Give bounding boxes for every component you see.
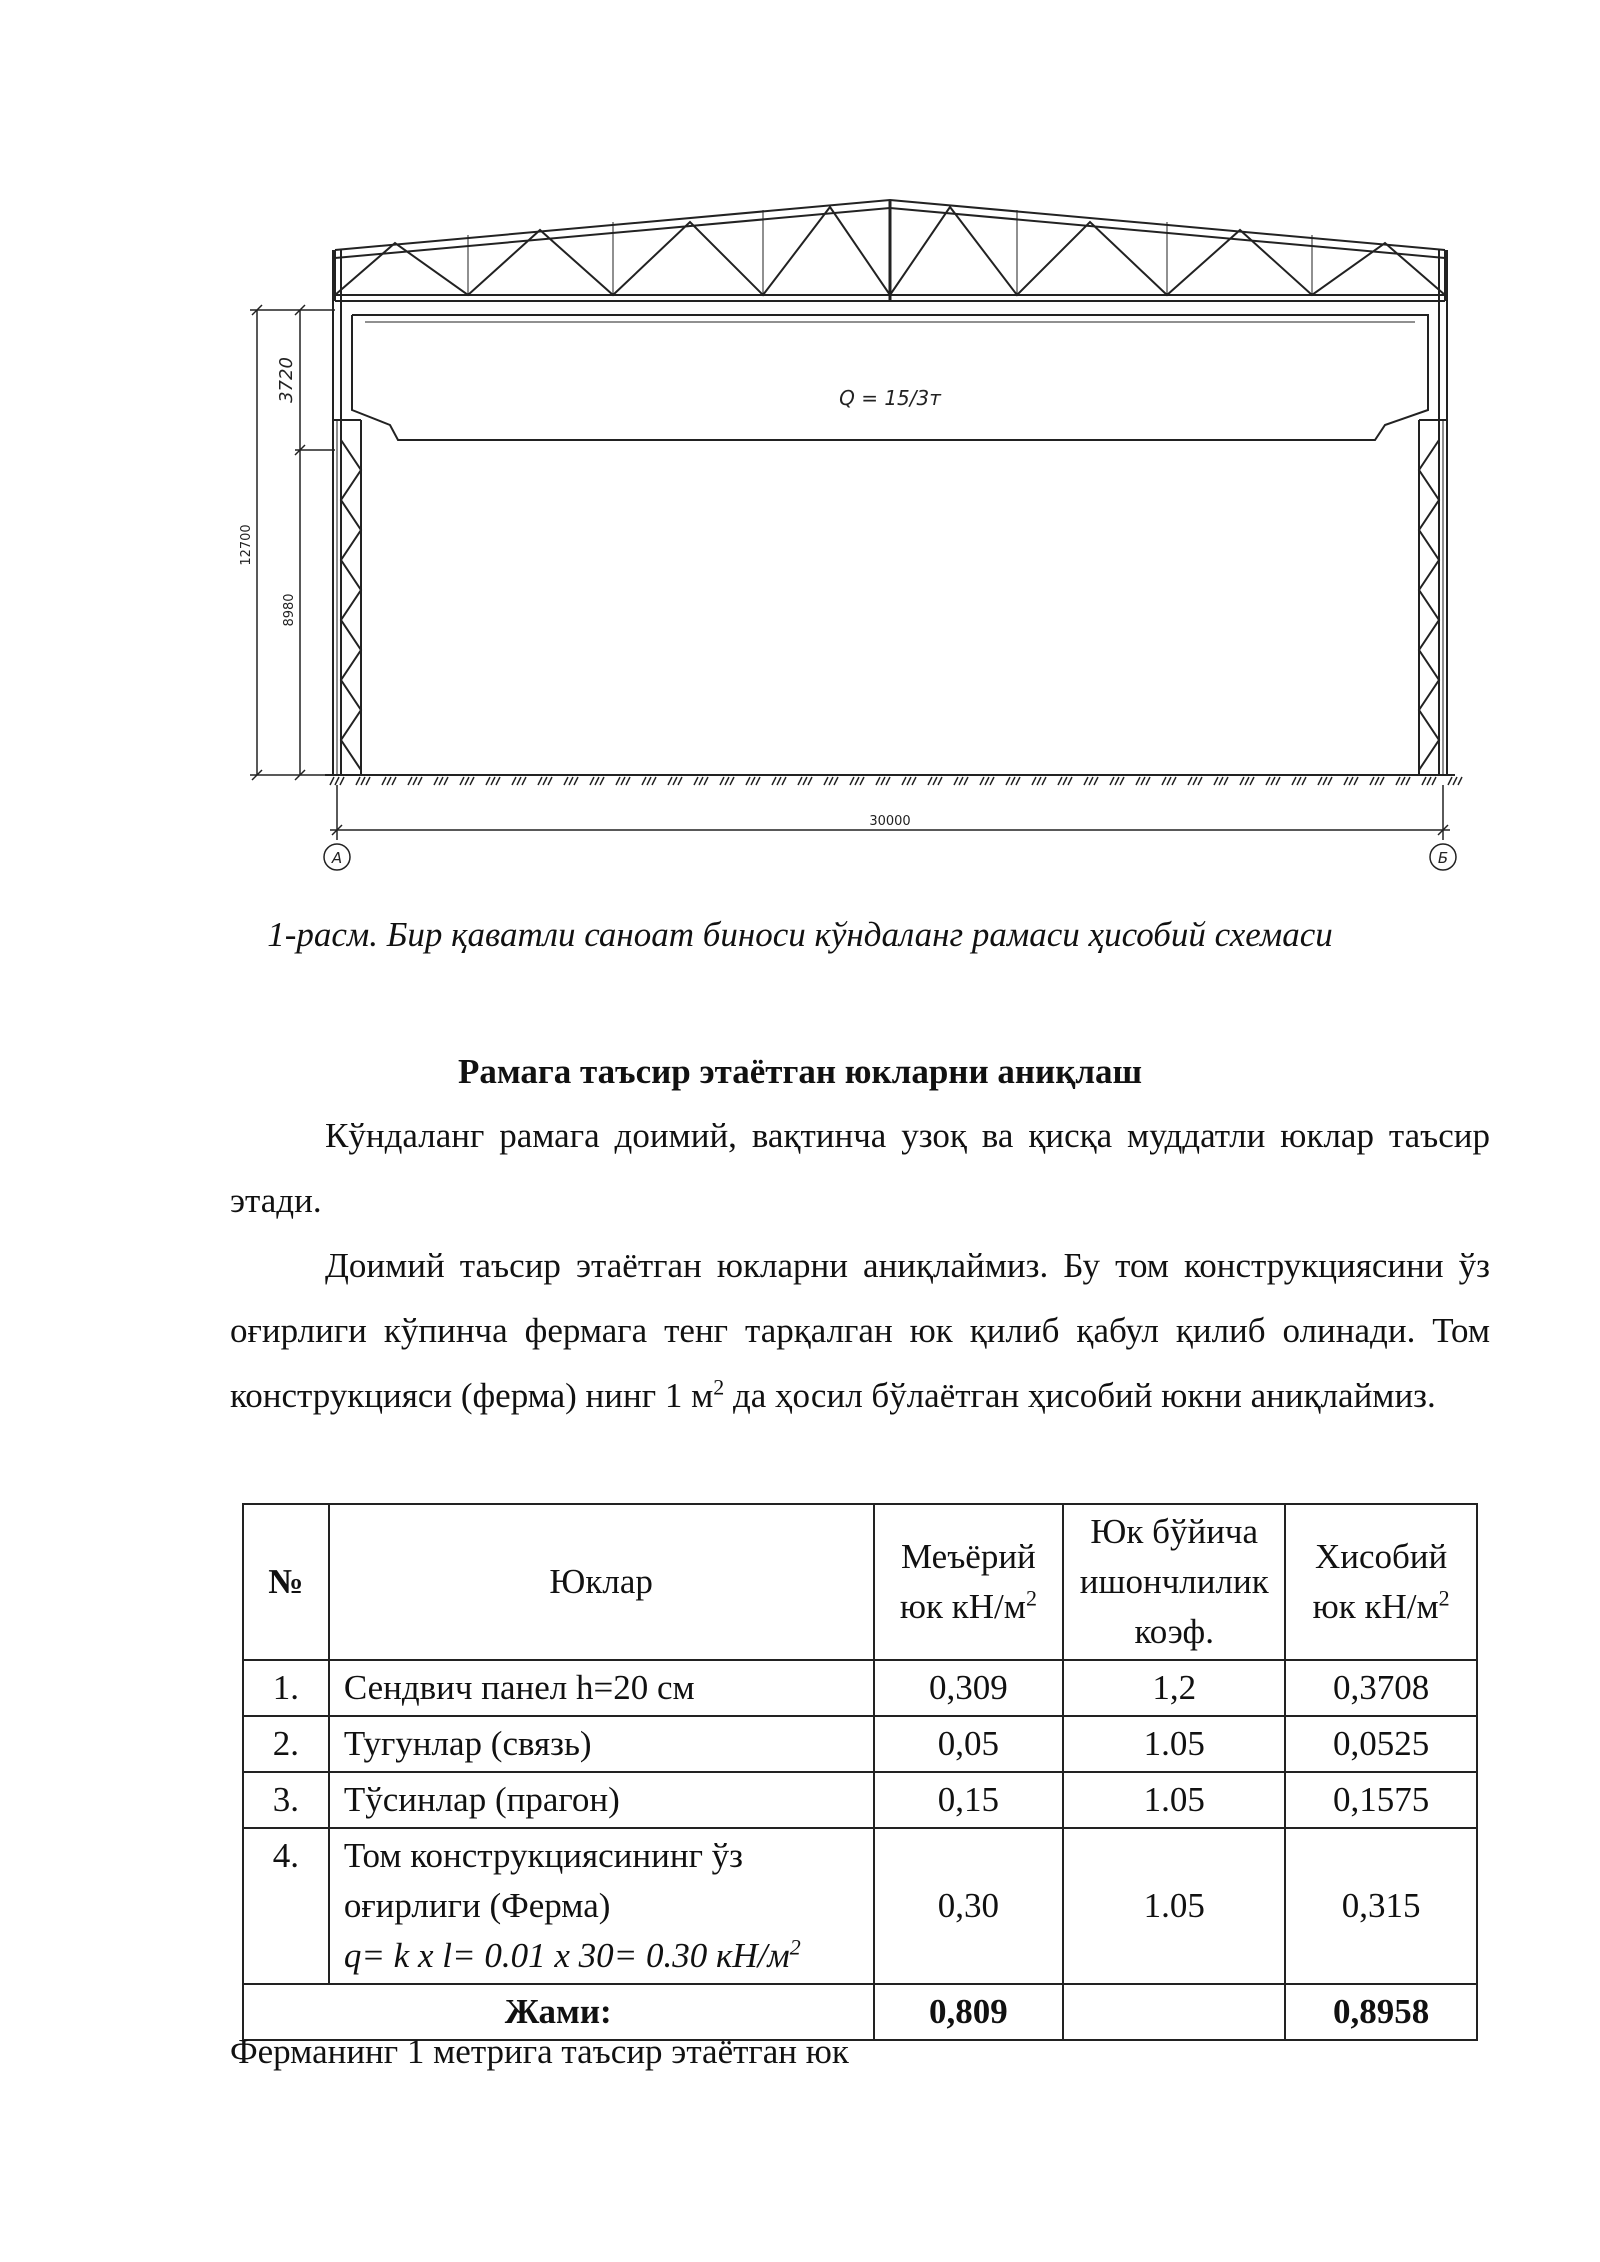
hatch-mark <box>1042 777 1046 785</box>
hatch-mark <box>1193 777 1197 785</box>
figure-caption: 1-расм. Бир қаватли саноат биноси кўндаланг рамаси ҳисобий схемаси <box>267 915 1333 954</box>
paragraph-2-text-b: да ҳосил бўлаётган ҳисобий юкни аниқлаймиз. <box>724 1376 1436 1415</box>
hatch-mark <box>1214 777 1218 785</box>
hatch-mark <box>652 777 656 785</box>
hatch-mark <box>1110 777 1114 785</box>
total-calculated: 0,8958 <box>1285 1984 1477 2040</box>
hatch-mark <box>699 777 703 785</box>
row-normative: 0,30 <box>874 1828 1064 1984</box>
truss <box>335 200 1445 301</box>
hatch-mark <box>1401 777 1405 785</box>
hatch-mark <box>517 777 521 785</box>
hatch-mark <box>434 777 438 785</box>
right-column <box>1419 250 1447 775</box>
hatch-mark <box>548 777 552 785</box>
hatch-mark <box>1432 777 1436 785</box>
hatch-mark <box>668 777 672 785</box>
hatch-mark <box>964 777 968 785</box>
hatch-mark <box>408 777 412 785</box>
hatch-mark <box>678 777 682 785</box>
hatch-mark <box>340 777 344 785</box>
hatch-mark <box>522 777 526 785</box>
hatch-mark <box>418 777 422 785</box>
row-number: 2. <box>243 1716 329 1772</box>
row-normative: 0,15 <box>874 1772 1064 1828</box>
header-coefficient <box>1063 1504 1285 1660</box>
hatch-mark <box>772 777 776 785</box>
hatch-mark <box>959 777 963 785</box>
dimension-span: 30000 <box>869 814 911 829</box>
hatch-mark <box>954 777 958 785</box>
hatch-mark <box>881 777 885 785</box>
hatch-mark <box>512 777 516 785</box>
hatch-mark <box>1271 777 1275 785</box>
hatch-mark <box>595 777 599 785</box>
hatch-mark <box>330 777 334 785</box>
row-coefficient: 1,2 <box>1063 1660 1285 1716</box>
hatch-mark <box>600 777 604 785</box>
row-number: 4. <box>243 1828 329 1984</box>
hatch-mark <box>1427 777 1431 785</box>
hatch-mark <box>1224 777 1228 785</box>
hatch-mark <box>642 777 646 785</box>
row-load-name: Тугунлар (связь) <box>329 1716 874 1772</box>
row-load-name: Сендвич панел h=20 см <box>329 1660 874 1716</box>
row-number: 3. <box>243 1772 329 1828</box>
hatch-mark <box>1016 777 1020 785</box>
hatch-mark <box>1063 777 1067 785</box>
hatch-mark <box>694 777 698 785</box>
axis-label-right: Б <box>1437 849 1449 867</box>
axis-markers <box>324 844 1456 870</box>
row-load-name-cell <box>329 1828 874 1984</box>
hatch-mark <box>1250 777 1254 785</box>
hatch-mark <box>673 777 677 785</box>
crane <box>352 315 1428 440</box>
superscript: 2 <box>1438 1585 1450 1611</box>
hatch-mark <box>798 777 802 785</box>
hatch-mark <box>808 777 812 785</box>
row-coefficient: 1.05 <box>1063 1828 1285 1984</box>
hatch-mark <box>1453 777 1457 785</box>
header-calculated <box>1285 1504 1477 1660</box>
header-loads <box>329 1504 874 1660</box>
row-normative: 0,309 <box>874 1660 1064 1716</box>
hatch-mark <box>1344 777 1348 785</box>
header-number-text: № <box>268 1562 304 1601</box>
dimension-upper: 3720 <box>276 357 297 403</box>
hatch-mark <box>907 777 911 785</box>
header-loads-text: Юклар <box>549 1562 653 1601</box>
hatch-mark <box>933 777 937 785</box>
hatch-mark <box>470 777 474 785</box>
hatch-mark <box>855 777 859 785</box>
hatch-mark <box>1084 777 1088 785</box>
hatch-mark <box>356 777 360 785</box>
hatch-mark <box>413 777 417 785</box>
hatch-mark <box>392 777 396 785</box>
frame-diagram <box>235 185 1475 885</box>
hatch-mark <box>366 777 370 785</box>
hatch-mark <box>1297 777 1301 785</box>
header-normative-text: Меъёрий юк кН/м <box>899 1537 1036 1626</box>
row-calculated: 0,315 <box>1285 1828 1477 1984</box>
hatch-mark <box>1245 777 1249 785</box>
table-row <box>243 1772 1477 1828</box>
hatch-mark <box>850 777 854 785</box>
hatch-mark <box>382 777 386 785</box>
row-normative: 0,05 <box>874 1716 1064 1772</box>
hatch-mark <box>912 777 916 785</box>
hatch-mark <box>1058 777 1062 785</box>
hatch-mark <box>387 777 391 785</box>
hatch-mark <box>985 777 989 785</box>
hatch-mark <box>1146 777 1150 785</box>
table-row <box>243 1828 1477 1984</box>
total-coefficient <box>1063 1984 1285 2040</box>
hatch-mark <box>1292 777 1296 785</box>
hatch-mark <box>439 777 443 785</box>
hatch-mark <box>1240 777 1244 785</box>
hatch-mark <box>876 777 880 785</box>
hatch-mark <box>1370 777 1374 785</box>
hatch-mark <box>1219 777 1223 785</box>
hatch-mark <box>1349 777 1353 785</box>
hatch-mark <box>569 777 573 785</box>
hatch-mark <box>543 777 547 785</box>
row-load-name: Том конструкциясининг ўз оғирлиги (Ферма) <box>343 1836 743 1925</box>
hatch-mark <box>616 777 620 785</box>
hatch-mark <box>746 777 750 785</box>
hatch-mark <box>1198 777 1202 785</box>
total-label: Жами: <box>243 1984 874 2040</box>
hatch-mark <box>990 777 994 785</box>
loads-table <box>242 1503 1478 2041</box>
hatch-mark <box>1276 777 1280 785</box>
hatch-mark <box>1006 777 1010 785</box>
crane-capacity-label: Q = 15/3т <box>839 386 941 410</box>
hatch-mark <box>1172 777 1176 785</box>
hatch-mark <box>886 777 890 785</box>
hatch-mark <box>782 777 786 785</box>
hatch-mark <box>980 777 984 785</box>
table-row <box>243 1660 1477 1716</box>
hatch-mark <box>1380 777 1384 785</box>
hatch-mark <box>730 777 734 785</box>
superscript: 2 <box>1025 1585 1037 1611</box>
hatch-mark <box>1406 777 1410 785</box>
hatch-mark <box>928 777 932 785</box>
row-formula-text: q= k x l= 0.01 x 30= 0.30 кН/м <box>343 1936 790 1975</box>
hatch-mark <box>1458 777 1462 785</box>
hatch-mark <box>1375 777 1379 785</box>
hatch-mark <box>1167 777 1171 785</box>
hatch-mark <box>824 777 828 785</box>
hatch-mark <box>1141 777 1145 785</box>
hatch-mark <box>626 777 630 785</box>
section-heading: Рамага таъсир этаётган юкларни аниқлаш <box>457 1052 1143 1091</box>
hatch-mark <box>1266 777 1270 785</box>
header-calculated-text: Хисобий юк кН/м <box>1312 1537 1448 1626</box>
hatch-mark <box>938 777 942 785</box>
hatch-mark <box>1448 777 1452 785</box>
paragraph-1 <box>230 1103 1490 1233</box>
hatch-mark <box>590 777 594 785</box>
hatch-mark <box>460 777 464 785</box>
hatch-mark <box>1011 777 1015 785</box>
hatch-mark <box>1094 777 1098 785</box>
hatch-mark <box>829 777 833 785</box>
hatch-mark <box>465 777 469 785</box>
left-column <box>333 250 361 775</box>
hatch-mark <box>720 777 724 785</box>
after-table-text: Ферманинг 1 метрига таъсир этаётган юк <box>230 2032 849 2071</box>
table-row <box>243 1716 1477 1772</box>
row-calculated: 0,3708 <box>1285 1660 1477 1716</box>
dimension-lower: 8980 <box>282 593 297 627</box>
table-header-row <box>243 1504 1477 1660</box>
hatch-mark <box>860 777 864 785</box>
frame-diagram-svg <box>235 185 1475 885</box>
hatch-mark <box>1354 777 1358 785</box>
axis-label-left: А <box>331 849 343 867</box>
hatch-mark <box>1115 777 1119 785</box>
header-normative <box>874 1504 1064 1660</box>
hatch-mark <box>574 777 578 785</box>
hatch-mark <box>1089 777 1093 785</box>
hatch-mark <box>704 777 708 785</box>
hatch-mark <box>1068 777 1072 785</box>
hatch-mark <box>1162 777 1166 785</box>
hatch-mark <box>751 777 755 785</box>
row-load-name: Тўсинлар (прагон) <box>329 1772 874 1828</box>
superscript: 2 <box>789 1934 801 1960</box>
hatch-mark <box>1136 777 1140 785</box>
hatch-mark <box>803 777 807 785</box>
ground-hatching <box>330 777 1462 785</box>
hatch-mark <box>496 777 500 785</box>
hatch-mark <box>538 777 542 785</box>
paragraph-2-text-a: Доимий таъсир этаётган юкларни аниқлаймиз. Бу том конструкциясини ўз оғирлиги кўпинча фермага тенг тарқалган юк қилиб қабул қилиб олинади. Том конструкцияси (ферма) нинг 1 м <box>230 1246 1490 1415</box>
hatch-mark <box>621 777 625 785</box>
hatch-mark <box>1120 777 1124 785</box>
hatch-mark <box>1328 777 1332 785</box>
hatch-mark <box>491 777 495 785</box>
row-formula <box>344 1931 865 1981</box>
hatch-mark <box>335 777 339 785</box>
dimension-total: 12700 <box>239 524 254 566</box>
hatch-mark <box>1302 777 1306 785</box>
hatch-mark <box>1318 777 1322 785</box>
hatch-mark <box>902 777 906 785</box>
hatch-mark <box>1037 777 1041 785</box>
hatch-mark <box>1032 777 1036 785</box>
hatch-mark <box>1422 777 1426 785</box>
hatch-mark <box>361 777 365 785</box>
row-calculated: 0,1575 <box>1285 1772 1477 1828</box>
hatch-mark <box>486 777 490 785</box>
paragraph-1-text: Кўндаланг рамага доимий, вақтинча узоқ ва қисқа муддатли юклар таъсир этади. <box>230 1116 1490 1220</box>
row-calculated: 0,0525 <box>1285 1716 1477 1772</box>
superscript: 2 <box>713 1374 725 1400</box>
hatch-mark <box>777 777 781 785</box>
hatch-mark <box>1323 777 1327 785</box>
hatch-mark <box>444 777 448 785</box>
row-number: 1. <box>243 1660 329 1716</box>
row-coefficient: 1.05 <box>1063 1716 1285 1772</box>
hatch-mark <box>834 777 838 785</box>
header-number <box>243 1504 329 1660</box>
hatch-mark <box>647 777 651 785</box>
total-normative: 0,809 <box>874 1984 1064 2040</box>
hatch-mark <box>1396 777 1400 785</box>
hatch-mark <box>756 777 760 785</box>
header-coefficient-text: Юк бўйича ишончлилик коэф. <box>1079 1512 1269 1651</box>
paragraph-2 <box>230 1233 1490 1428</box>
hatch-mark <box>1188 777 1192 785</box>
hatch-mark <box>725 777 729 785</box>
row-coefficient: 1.05 <box>1063 1772 1285 1828</box>
hatch-mark <box>564 777 568 785</box>
